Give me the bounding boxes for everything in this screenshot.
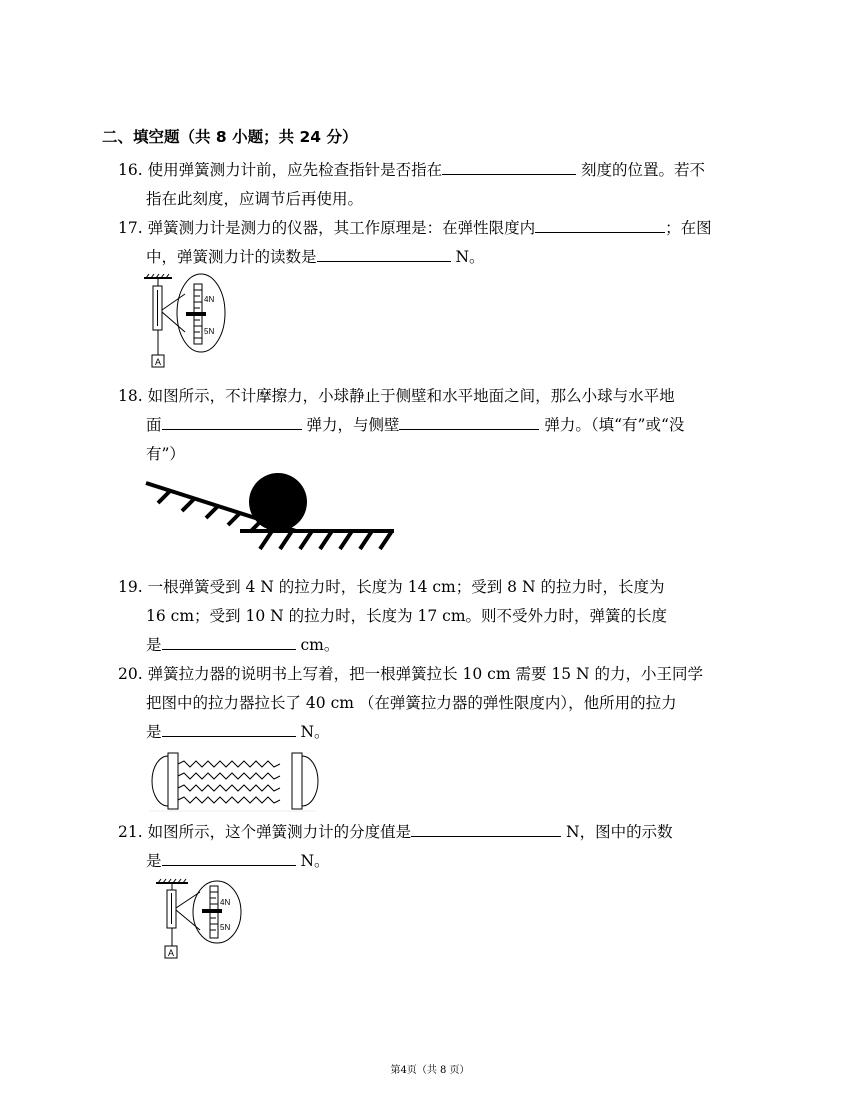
q18-text-c: 弹力。（填“有”或“没 <box>539 416 685 434</box>
q19-line2: 16 cm；受到 10 N 的拉力时，长度为 17 cm。则不受外力时，弹簧的长度 <box>146 607 668 625</box>
q21-text-c: 是 <box>146 852 162 870</box>
page-footer: 第4页（共 8 页） <box>390 1065 470 1076</box>
ball <box>249 473 307 531</box>
section-title: 二、填空题（共 8 小题；共 24 分） <box>102 128 358 146</box>
q16-text-b: 刻度的位置。若不 <box>576 161 706 179</box>
q16-line2: 指在此刻度，应调节后再使用。 <box>146 190 364 208</box>
spring-scale-figure-1 <box>140 272 230 372</box>
q18-line1: 18. 如图所示，不计摩擦力，小球静止于侧壁和水平地面之间，那么小球与水平地 <box>118 387 675 405</box>
q17-line2 <box>146 245 485 267</box>
q20-text-a: 是 <box>146 723 162 741</box>
spring-scale-figure-2 <box>152 878 252 963</box>
ball-wall-figure <box>140 465 400 565</box>
q19-line1: 19. 一根弹簧受到 4 N 的拉力时，长度为 14 cm；受到 8 N 的拉力时，长度为 <box>118 578 665 596</box>
q20-blank[interactable] <box>162 721 296 737</box>
q17-text-a: 17. 弹簧测力计是测力的仪器，其工作原理是：在弹性限度内 <box>118 219 536 237</box>
fig1-label-5n: 5N <box>204 327 215 336</box>
q18-text-a: 面 <box>146 416 162 434</box>
q20-line3 <box>146 720 330 742</box>
q17-text-c: 中，弹簧测力计的读数是 <box>146 248 317 266</box>
q19-blank[interactable] <box>162 634 296 650</box>
q21-blank-2[interactable] <box>162 850 296 866</box>
q16-line1 <box>118 158 705 180</box>
q17-text-b: ；在图 <box>665 219 712 237</box>
q18-line2 <box>146 413 684 435</box>
q17-blank-1[interactable] <box>535 217 665 233</box>
fig2-label-5n: 5N <box>220 923 231 932</box>
q21-text-a: 21. 如图所示，这个弹簧测力计的分度值是 <box>118 823 412 841</box>
q20-text-b: N。 <box>295 723 330 741</box>
q19-line3 <box>146 633 339 655</box>
q21-line1 <box>118 820 673 842</box>
q16-blank[interactable] <box>442 159 576 175</box>
q21-text-d: N。 <box>295 852 330 870</box>
q20-line1: 20. 弹簧拉力器的说明书上写着，把一根弹簧拉长 10 cm 需要 15 N 的力，小王同学 <box>118 665 704 683</box>
fig2-label-4n: 4N <box>220 898 231 907</box>
q21-blank-1[interactable] <box>411 821 561 837</box>
q20-line2: 把图中的拉力器拉长了 40 cm （在弹簧拉力器的弹性限度内），他所用的拉力 <box>146 694 677 712</box>
fig1-weight-label: A <box>155 357 162 367</box>
q17-text-d: N。 <box>450 248 485 266</box>
q21-text-b: N，图中的示数 <box>561 823 673 841</box>
q19-text-a: 是 <box>146 636 162 654</box>
q17-blank-2[interactable] <box>317 246 451 262</box>
q18-line3: 有”） <box>146 445 185 463</box>
q18-blank-1[interactable] <box>162 414 302 430</box>
q21-line2 <box>146 849 330 871</box>
spring-expander-figure <box>150 750 320 812</box>
fig1-label-4n: 4N <box>204 295 215 304</box>
q18-blank-2[interactable] <box>399 414 539 430</box>
q18-text-b: 弹力，与侧壁 <box>301 416 400 434</box>
q16-text-a: 16. 使用弹簧测力计前，应先检查指针是否指在 <box>118 161 443 179</box>
q17-line1 <box>118 216 712 238</box>
fig2-weight-label: A <box>168 948 175 958</box>
q19-text-b: cm。 <box>295 636 340 654</box>
